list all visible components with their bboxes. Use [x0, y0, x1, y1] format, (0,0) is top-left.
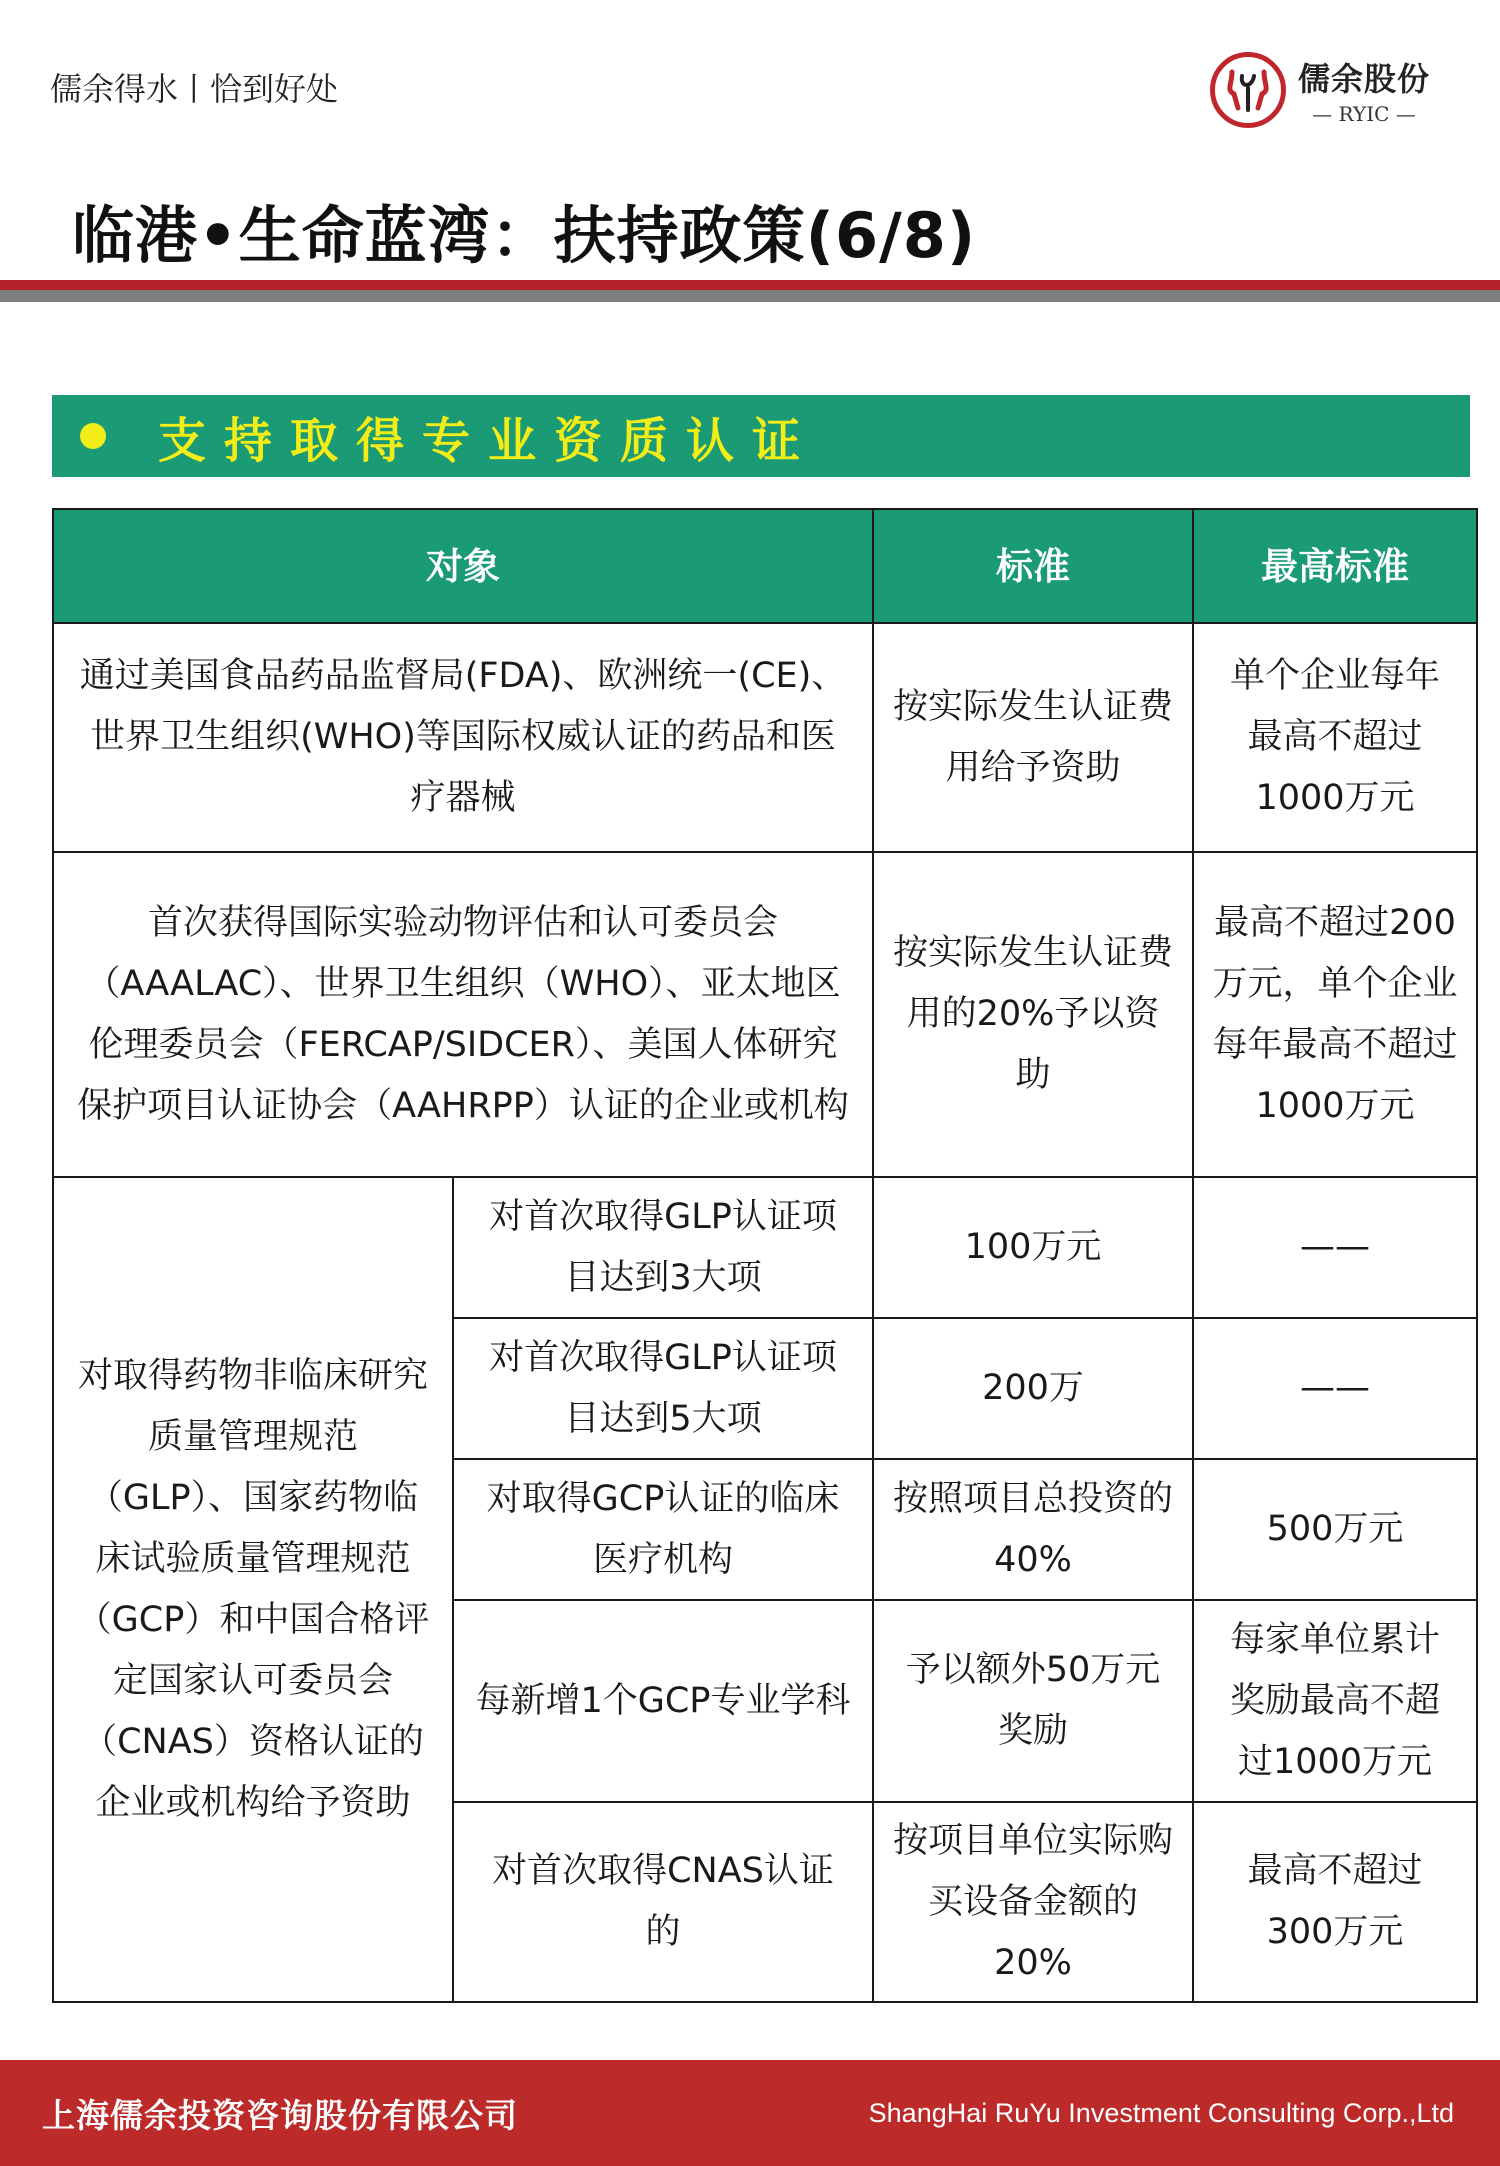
group-row4-object: 每新增1个GCP专业学科: [453, 1600, 873, 1802]
row2-standard: 按实际发生认证费用的20%予以资助: [873, 852, 1193, 1177]
group-row5-object: 对首次取得CNAS认证的: [453, 1802, 873, 2002]
group-row5-standard: 按项目单位实际购买设备金额的20%: [873, 1802, 1193, 2002]
footer-company-en: ShangHai RuYu Investment Consulting Corp.,Ltd: [868, 2097, 1454, 2128]
footer-bar: [0, 2060, 1500, 2166]
group-row1-max: ——: [1193, 1177, 1477, 1318]
header-tagline: 儒余得水丨恰到好处: [50, 70, 339, 108]
header-object: 对象: [53, 509, 873, 623]
section-header: [52, 395, 1470, 477]
header-divider-gray: [0, 290, 1500, 302]
table-row: [53, 623, 1477, 852]
group-row4-standard: 予以额外50万元奖励: [873, 1600, 1193, 1802]
group-row2-standard: 200万: [873, 1318, 1193, 1459]
footer-company-cn: 上海儒余投资咨询股份有限公司: [42, 2095, 518, 2135]
group-row3-standard: 按照项目总投资的40%: [873, 1459, 1193, 1600]
group-row2-max: ——: [1193, 1318, 1477, 1459]
row1-standard: 按实际发生认证费用给予资助: [873, 623, 1193, 852]
header-standard: 标准: [873, 509, 1193, 623]
group-row4-max: 每家单位累计奖励最高不超过1000万元: [1193, 1600, 1477, 1802]
bullet-dot-icon: [80, 423, 106, 449]
policy-table: [52, 508, 1478, 2003]
table-row: [53, 1177, 1477, 1318]
group-row2-object: 对首次取得GLP认证项目达到5大项: [453, 1318, 873, 1459]
table-row: [53, 852, 1477, 1177]
logo-en-text: — RYIC —: [1312, 102, 1416, 126]
group-label: 对取得药物非临床研究质量管理规范（GLP）、国家药物临床试验质量管理规范（GCP）和中国合格评定国家认可委员会（CNAS）资格认证的企业或机构给予资助: [53, 1177, 453, 2002]
group-row3-max: 500万元: [1193, 1459, 1477, 1600]
group-row1-standard: 100万元: [873, 1177, 1193, 1318]
header-divider-red: [0, 280, 1500, 290]
logo-mark-icon: [1210, 52, 1286, 128]
row2-max: 最高不超过200万元，单个企业每年最高不超过1000万元: [1193, 852, 1477, 1177]
header-max: 最高标准: [1193, 509, 1477, 623]
page-title: 临港•生命蓝湾：扶持政策(6/8): [72, 199, 977, 272]
table-header-row: [53, 509, 1477, 623]
group-row5-max: 最高不超过300万元: [1193, 1802, 1477, 2002]
group-row1-object: 对首次取得GLP认证项目达到3大项: [453, 1177, 873, 1318]
section-title: 支持取得专业资质认证: [158, 412, 819, 469]
row1-max: 单个企业每年最高不超过1000万元: [1193, 623, 1477, 852]
company-logo: [1210, 52, 1430, 128]
group-row3-object: 对取得GCP认证的临床医疗机构: [453, 1459, 873, 1600]
row2-object: 首次获得国际实验动物评估和认可委员会（AAALAC）、世界卫生组织（WHO）、亚太地区伦理委员会（FERCAP/SIDCER）、美国人体研究保护项目认证协会（AAHRPP）认证的企业或机构: [53, 852, 873, 1177]
row1-object: 通过美国食品药品监督局(FDA)、欧洲统一(CE)、世界卫生组织(WHO)等国际权威认证的药品和医疗器械: [53, 623, 873, 852]
logo-cn-text: 儒余股份: [1297, 60, 1430, 98]
